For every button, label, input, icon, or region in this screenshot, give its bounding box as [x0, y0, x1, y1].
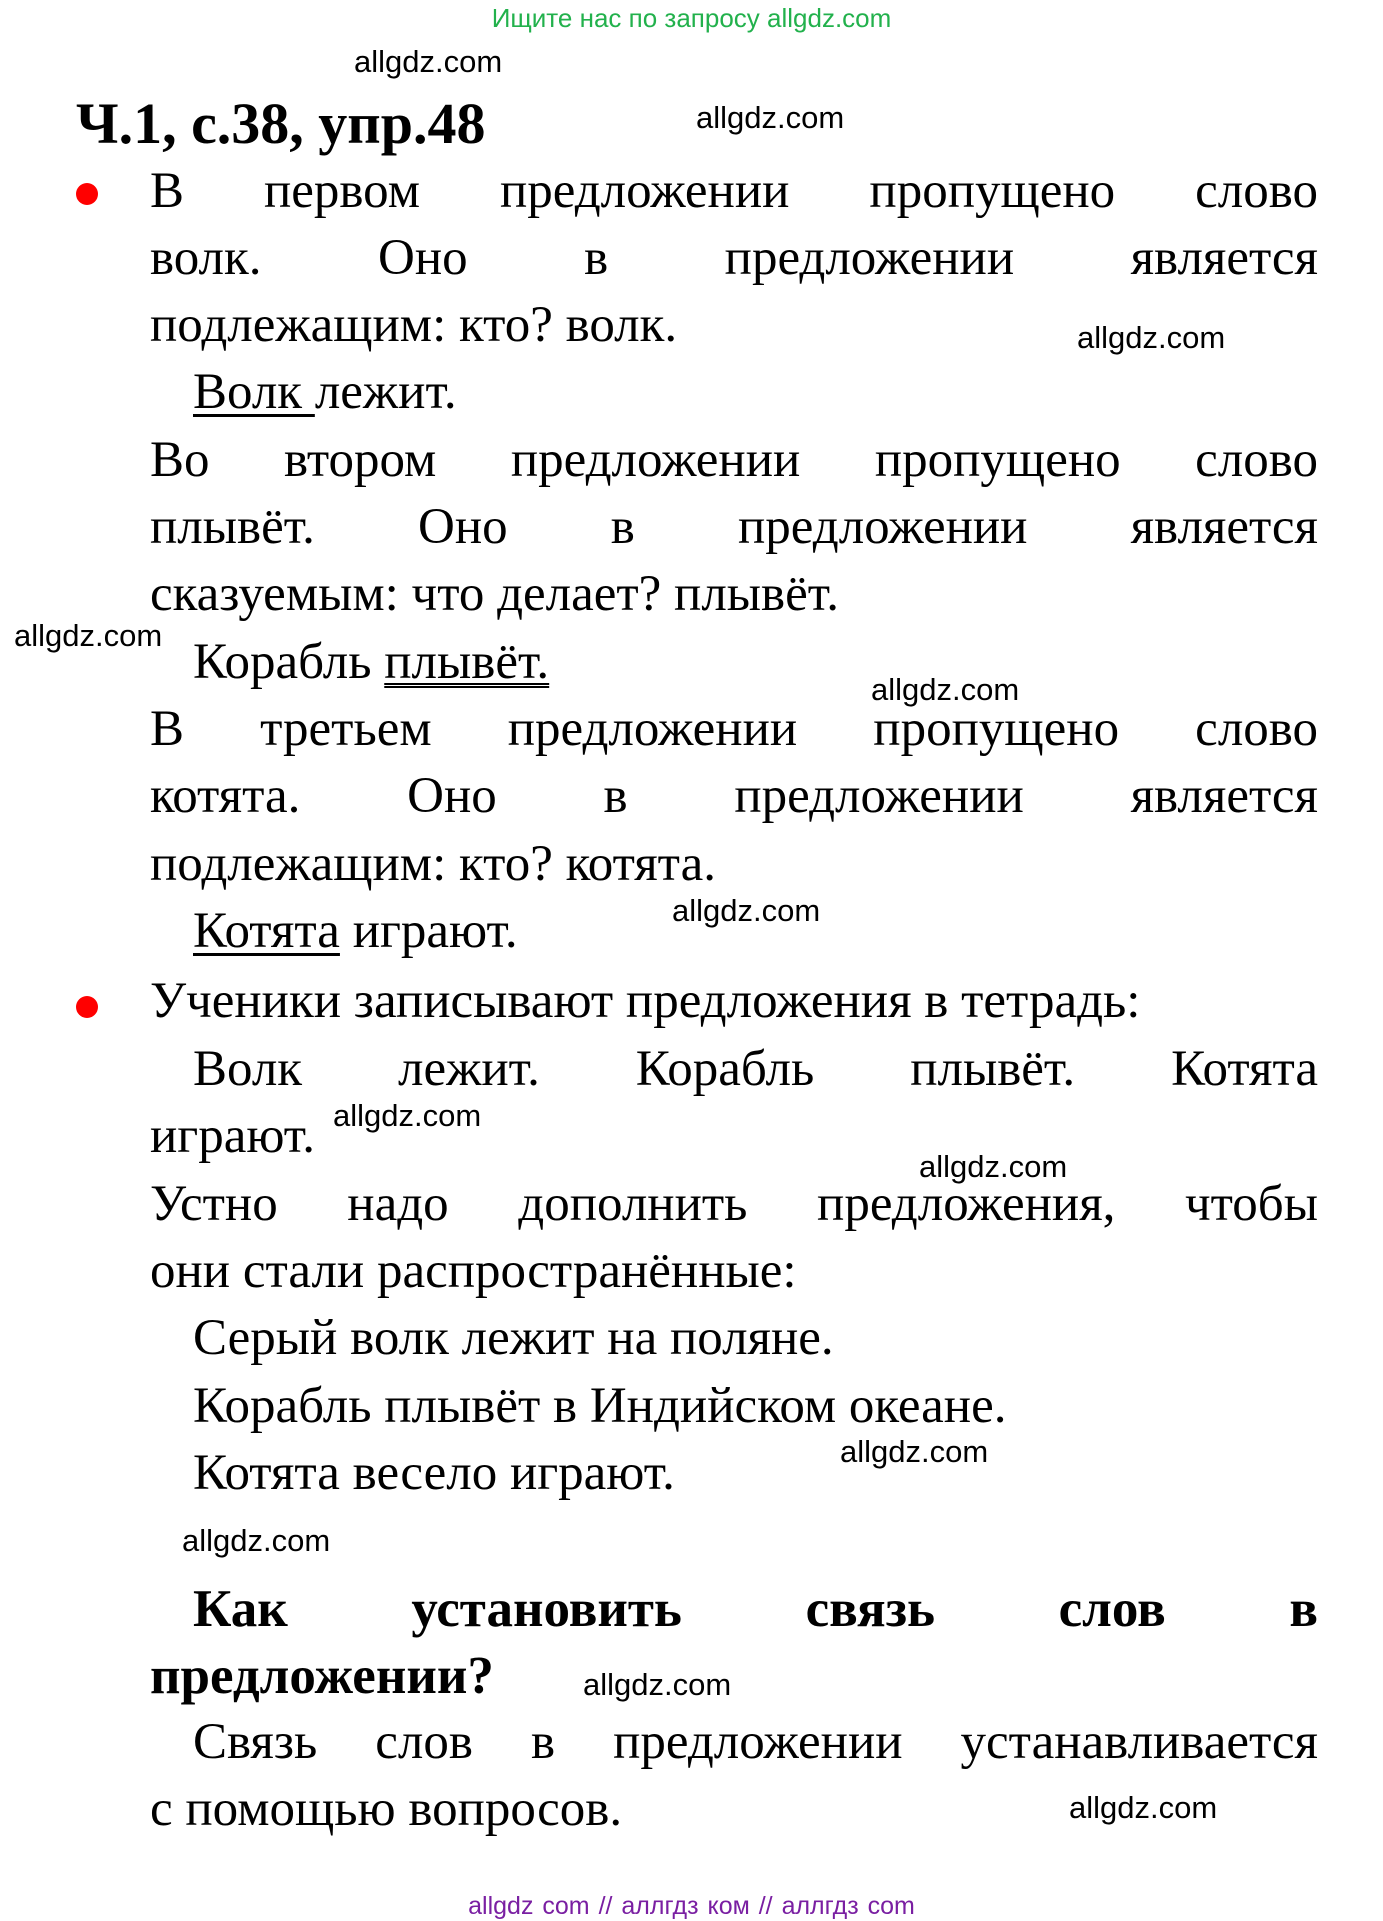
watermark: allgdz.com	[583, 1667, 732, 1702]
example-3-rest: играют.	[339, 903, 518, 959]
watermark: allgdz.com	[182, 1523, 331, 1558]
bullet-icon	[76, 183, 98, 205]
p3-line3: подлежащим: кто? котята.	[150, 836, 716, 892]
s2-line6: Серый волк лежит на поляне.	[193, 1310, 834, 1366]
p2-line1: Во втором предложении пропущено слово	[150, 432, 1318, 488]
subject-underlined: Котята	[193, 903, 340, 959]
watermark: allgdz.com	[1069, 1790, 1218, 1825]
example-2	[193, 634, 549, 690]
s2-line4: Устно надо дополнить предложения, чтобы	[150, 1176, 1318, 1232]
watermark: allgdz.com	[696, 100, 845, 135]
watermark: allgdz.com	[333, 1098, 482, 1133]
p1-line2: волк. Оно в предложении является	[150, 230, 1318, 286]
p1-line3: подлежащим: кто? волк.	[150, 297, 678, 353]
s2-line1: Ученики записывают предложения в тетрадь:	[150, 973, 1141, 1029]
p1-line1: В первом предложении пропущено слово	[150, 163, 1318, 219]
example-2-plain: Корабль	[193, 634, 385, 690]
p3-line1: В третьем предложении пропущено слово	[150, 701, 1318, 757]
exercise-title: Ч.1, с.38, упр.48	[76, 91, 486, 156]
example-3	[193, 903, 518, 959]
watermark: allgdz.com	[1077, 320, 1226, 355]
subject-underlined: Волк	[193, 364, 315, 420]
p3-line2: котята. Оно в предложении является	[150, 768, 1318, 824]
s2-line2: Волк лежит. Корабль плывёт. Котята	[193, 1041, 1318, 1097]
watermark: allgdz.com	[14, 618, 163, 653]
predicate-underlined: плывёт.	[384, 634, 550, 690]
s2-line3: играют.	[150, 1108, 315, 1164]
s2-line7: Корабль плывёт в Индийском океане.	[193, 1378, 1007, 1434]
example-1-rest: лежит.	[314, 364, 457, 420]
watermark: allgdz.com	[840, 1434, 989, 1469]
p2-line3: сказуемым: что делает? плывёт.	[150, 566, 839, 622]
p2-line2: плывёт. Оно в предложении является	[150, 499, 1318, 555]
s2-line5: они стали распространённые:	[150, 1243, 797, 1299]
watermark: allgdz.com	[672, 893, 821, 928]
s2-line8: Котята весело играют.	[193, 1445, 675, 1501]
example-1	[193, 364, 457, 420]
watermark: allgdz.com	[871, 672, 1020, 707]
top-banner[interactable]: Ищите нас по запросу allgdz.com	[491, 3, 892, 33]
bottom-banner[interactable]: allgdz com // аллгдз ком // аллгдз com	[468, 1892, 915, 1920]
question-line1: Как установить связь слов в	[193, 1580, 1318, 1638]
answer-line2: с помощью вопросов.	[150, 1781, 623, 1837]
question-line2: предложении?	[150, 1647, 494, 1705]
bullet-icon	[76, 996, 98, 1018]
watermark: allgdz.com	[354, 44, 503, 79]
watermark: allgdz.com	[919, 1149, 1068, 1184]
answer-line1: Связь слов в предложении устанавливается	[193, 1714, 1318, 1770]
